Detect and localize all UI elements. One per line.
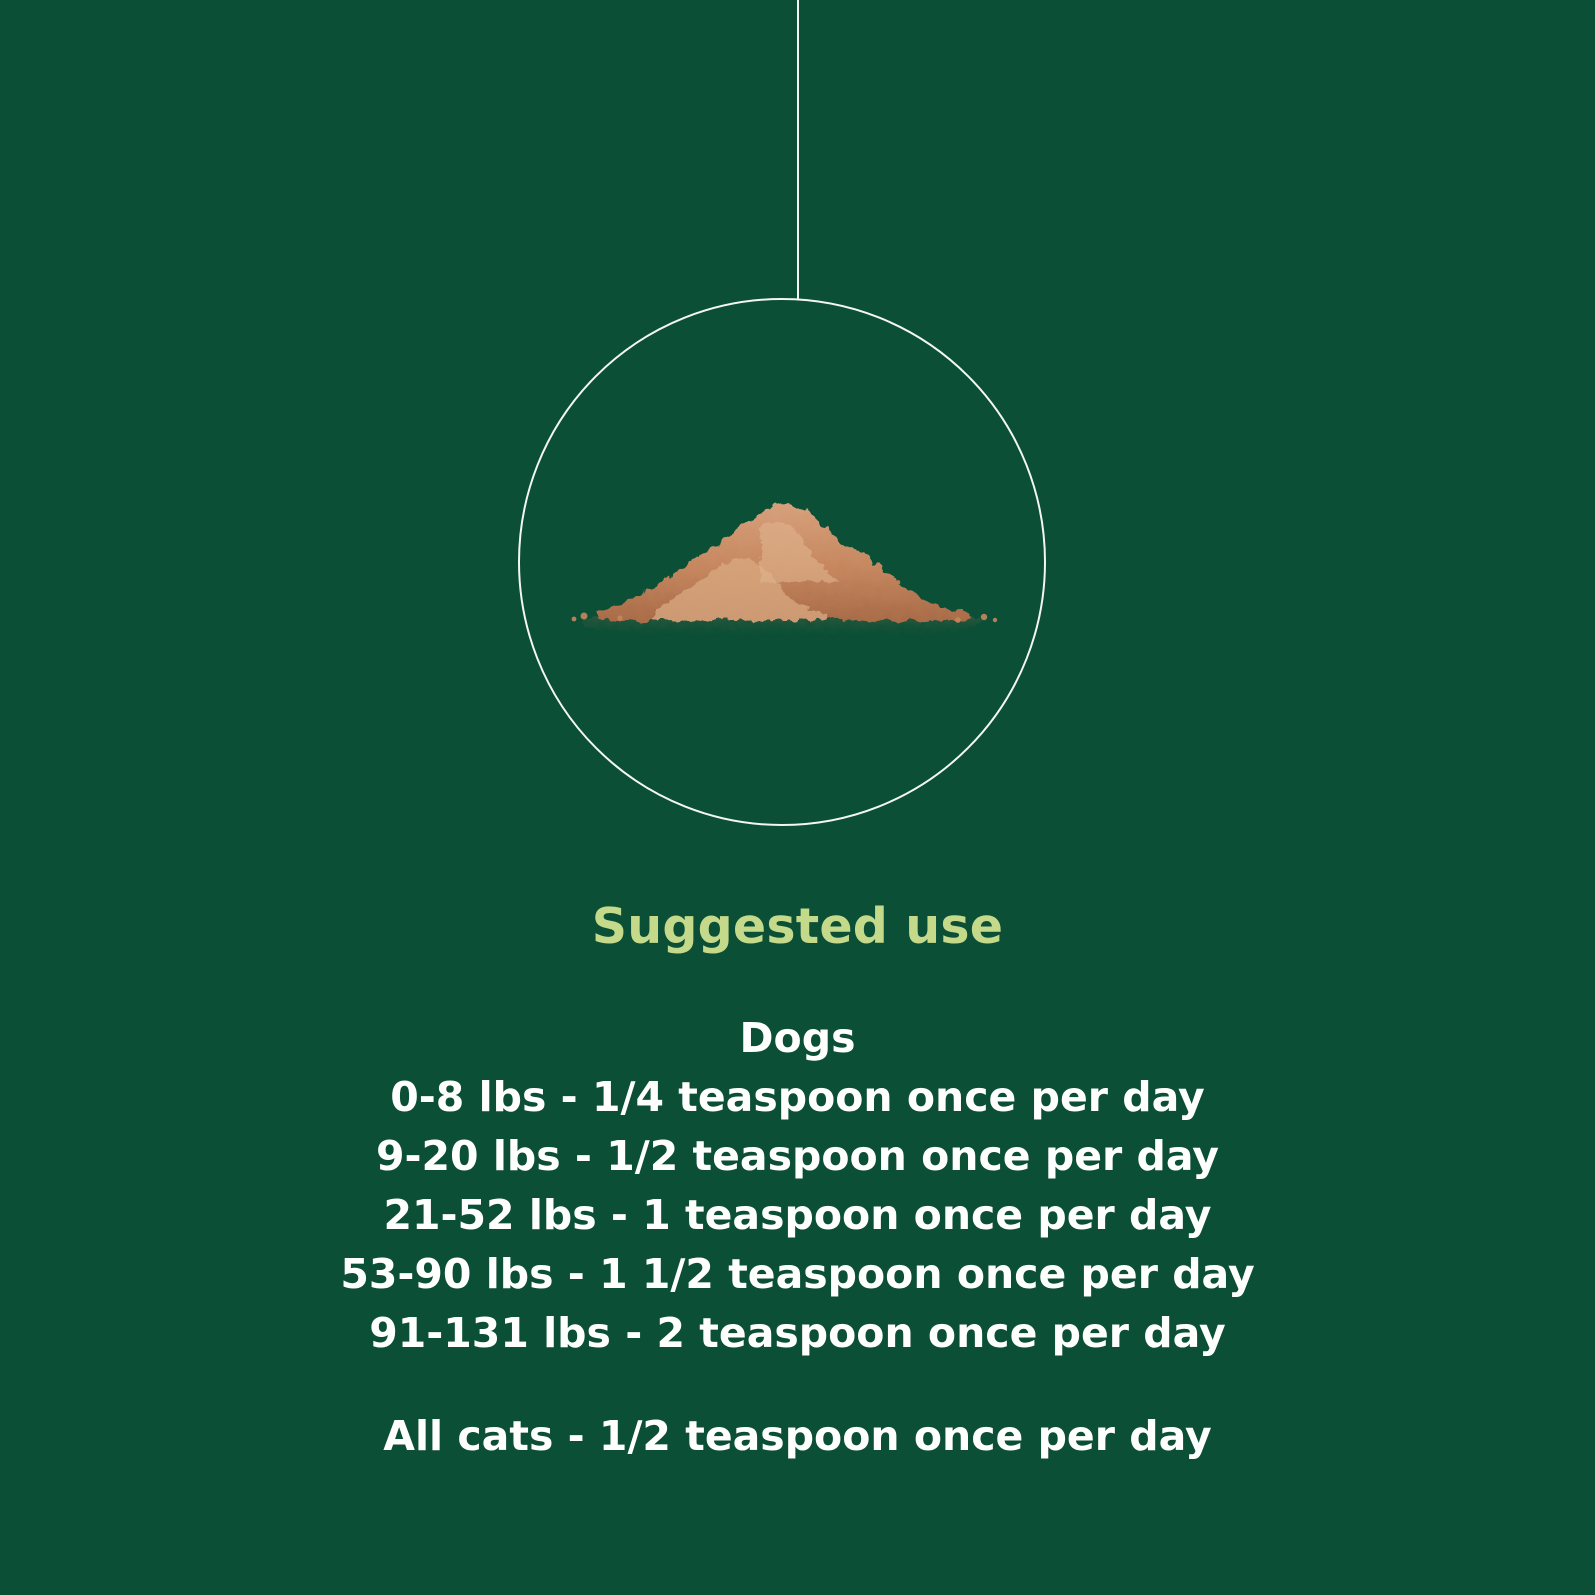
dog-dose-row: 21-52 lbs - 1 teaspoon once per day (383, 1190, 1212, 1239)
dog-dose-row: 0-8 lbs - 1/4 teaspoon once per day (390, 1072, 1205, 1121)
dogs-label: Dogs (739, 1013, 856, 1062)
suggested-use-content (0, 900, 1595, 1466)
powder-pile-image (560, 470, 1005, 670)
page-title: Suggested use (591, 898, 1004, 955)
hanging-line-icon (797, 0, 799, 300)
dog-dose-row: 53-90 lbs - 1 1/2 teaspoon once per day (340, 1250, 1255, 1299)
dog-dose-row: 9-20 lbs - 1/2 teaspoon once per day (375, 1131, 1220, 1180)
list-spacer (0, 1363, 1595, 1407)
cats-dose-row: All cats - 1/2 teaspoon once per day (383, 1412, 1212, 1461)
dog-dose-row: 91-131 lbs - 2 teaspoon once per day (369, 1309, 1226, 1358)
dosage-list (0, 1009, 1595, 1466)
